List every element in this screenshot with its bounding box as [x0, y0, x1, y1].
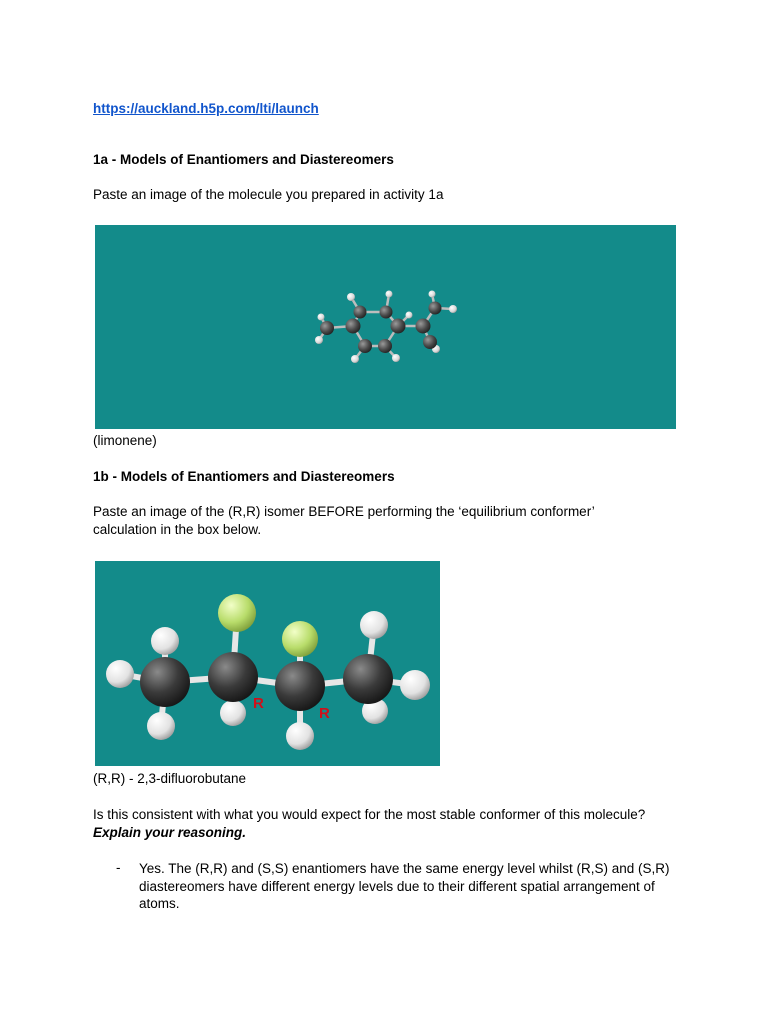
stereo-label-c2: R [253, 695, 264, 712]
instruction-1a: Paste an image of the molecule you prepared in activity 1a [93, 187, 444, 202]
question-1b [93, 806, 693, 842]
difluorobutane-model-image [95, 561, 440, 766]
heading-1b: 1b - Models of Enantiomers and Diastereomers [93, 469, 395, 484]
answer-text: Yes. The (R,R) and (S,S) enantiomers have the same energy level whilst (R,S) and (S,R) diastereomers have different energy levels due to their different spatial arrangement of atoms. [139, 861, 670, 911]
explain-prompt: Explain your reasoning. [93, 825, 247, 840]
caption-1a: (limonene) [93, 433, 157, 448]
question-text: Is this consistent with what you would expect for the most stable conformer of this molecule? [93, 807, 646, 822]
caption-1b: (R,R) - 2,3-difluorobutane [93, 771, 247, 786]
limonene-molecule-graphic [95, 225, 676, 429]
h5p-launch-link[interactable]: https://auckland.h5p.com/lti/launch [93, 101, 319, 116]
instruction-1b: Paste an image of the (R,R) isomer BEFORE performing the ‘equilibrium conformer’ calculation in the box below. [93, 504, 595, 537]
stereo-label-c3: R [319, 705, 330, 722]
limonene-model-image [95, 225, 676, 429]
difluorobutane-molecule-graphic [95, 561, 440, 766]
heading-1a: 1a - Models of Enantiomers and Diastereomers [93, 152, 394, 167]
answer-bullet: - [116, 860, 121, 875]
